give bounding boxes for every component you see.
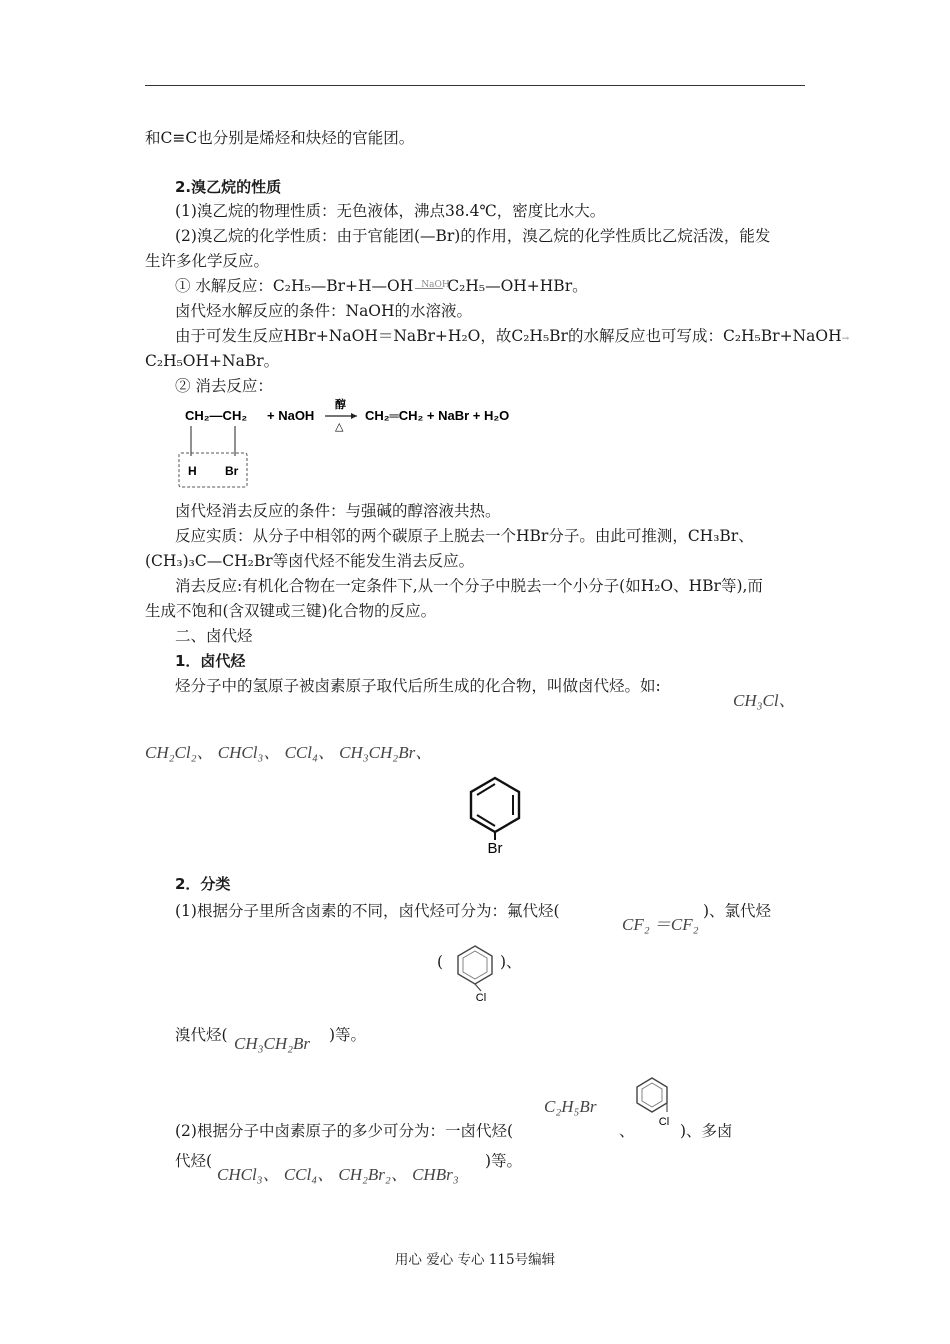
elimination-essence-line2: (CH₃)₃C—CH₂Br等卤代烃不能发生消去反应。 xyxy=(145,552,475,570)
reaction-arrow xyxy=(413,280,450,293)
chloro-open-paren: ( xyxy=(437,953,444,971)
page-footer: 用心 爱心 专心 115号编辑 xyxy=(394,1252,556,1268)
chlorobenzene-structure xyxy=(450,940,500,1002)
chemical-properties-line2: 生许多化学反应。 xyxy=(145,252,270,270)
poly-halo-examples: CHCl₃、 CCl₄、 CH₂Br₂、 CHBr₃ xyxy=(217,1165,459,1184)
section-heading-haloalkanes: 二、卤代烃 xyxy=(175,627,253,645)
bromobenzene-structure xyxy=(455,772,535,857)
bromobenzene-br-label: Br xyxy=(487,840,503,857)
classification-poly: )、多卤 xyxy=(680,1122,733,1140)
elimination-definition-line2: 生成不饱和(含双键或三键)化合物的反应。 xyxy=(145,602,437,620)
elimination-title: ② 消去反应： xyxy=(175,377,273,395)
chemical-properties-line1: (2)溴乙烷的化学性质：由于官能团(—Br)的作用，溴乙烷的化学性质比乙烷活泼，能发 xyxy=(175,227,771,245)
fluoro-example: CF₂ ＝CF₂ xyxy=(622,915,699,934)
eq-h: H xyxy=(188,464,197,478)
chloro-close-paren: )、 xyxy=(500,953,522,971)
mono-chlorobenzene-cl-label: Cl xyxy=(658,1116,670,1128)
hydrolysis-products: C₂H₅—OH+HBr。 xyxy=(447,277,588,295)
chlorobenzene-cl-label: Cl xyxy=(475,992,487,1002)
hydrolysis-equation xyxy=(175,276,588,296)
example-ch3cl: CH₃Cl、 xyxy=(733,691,796,710)
eq-naoh: + NaOH xyxy=(267,408,315,423)
hydrolysis-reactants: ① 水解反应：C₂H₅—Br+H—OH xyxy=(175,277,414,295)
example-row: CH₂Cl₂、 CHCl₃、 CCl₄、 CH₃CH₂Br、 xyxy=(145,743,433,762)
intro-line: 和C≡C也分别是烯烃和炔烃的官能团。 xyxy=(145,129,415,147)
cl-bond xyxy=(475,984,481,991)
mono-halo-example: C₂H₅Br xyxy=(544,1097,597,1116)
elimination-condition: 卤代烃消去反应的条件：与强碱的醇溶液共热。 xyxy=(175,502,501,520)
subsection-title-classification: 2．分类 xyxy=(175,875,231,893)
mono-chloro-ring-inner xyxy=(642,1083,662,1107)
arrow-line xyxy=(415,288,443,289)
classification-separator: 、 xyxy=(619,1122,635,1140)
classification-by-count: (2)根据分子中卤素原子的多少可分为：一卤代烃( xyxy=(175,1122,514,1140)
poly-halo-suffix: )等。 xyxy=(485,1152,523,1170)
physical-properties: (1)溴乙烷的物理性质：无色液体，沸点38.4℃，密度比水大。 xyxy=(175,202,606,220)
hydrolysis-alt-line2: C₂H₅OH+NaBr。 xyxy=(145,352,280,370)
elimination-essence-line1: 反应实质：从分子中相邻的两个碳原子上脱去一个HBr分子。由此可推测，CH₃Br、 xyxy=(175,527,754,545)
eq-br: Br xyxy=(225,464,239,478)
bromo-line-prefix: 溴代烃( xyxy=(175,1026,228,1044)
header-rule xyxy=(145,85,805,86)
classification-chloro: )、氯代烃 xyxy=(703,902,772,920)
section-title-bromoethane: 2.溴乙烷的性质 xyxy=(175,178,282,196)
elimination-definition-line1: 消去反应:有机化合物在一定条件下,从一个分子中脱去一个小分子(如H₂O、HBr等),而 xyxy=(175,577,763,595)
poly-halo-prefix: 代烃( xyxy=(175,1152,213,1170)
subsection-title-haloalkane: 1．卤代烃 xyxy=(175,652,246,670)
hydrolysis-alt-line1: 由于可发生反应HBr+NaOH＝NaBr+H₂O，故C₂H₅Br的水解反应也可写成：C₂H₅Br+NaOH→ xyxy=(175,327,850,345)
eq-reactant: CH₂—CH₂ xyxy=(185,408,248,423)
eq-arrow-head xyxy=(351,413,357,419)
arrow-condition: NaOH xyxy=(421,280,450,290)
elimination-equation-figure xyxy=(175,396,555,491)
eq-cond-top: 醇 xyxy=(335,399,346,411)
eq-cond-bottom: △ xyxy=(335,421,344,433)
haloalkane-definition: 烃分子中的氢原子被卤素原子取代后所生成的化合物，叫做卤代烃。如: xyxy=(175,677,661,695)
classification-by-halogen: (1)根据分子里所含卤素的不同，卤代烃可分为：氟代烃( xyxy=(175,902,560,920)
hydrolysis-condition: 卤代烃水解反应的条件：NaOH的水溶液。 xyxy=(175,302,473,320)
bromo-example: CH₃CH₂Br xyxy=(234,1034,311,1053)
eq-products: CH₂═CH₂ + NaBr + H₂O xyxy=(365,408,510,423)
bromo-line-suffix: )等。 xyxy=(329,1026,367,1044)
mono-chlorobenzene-structure xyxy=(630,1074,680,1129)
chloro-ring-inner xyxy=(463,951,487,979)
benzene-ring xyxy=(471,778,519,832)
